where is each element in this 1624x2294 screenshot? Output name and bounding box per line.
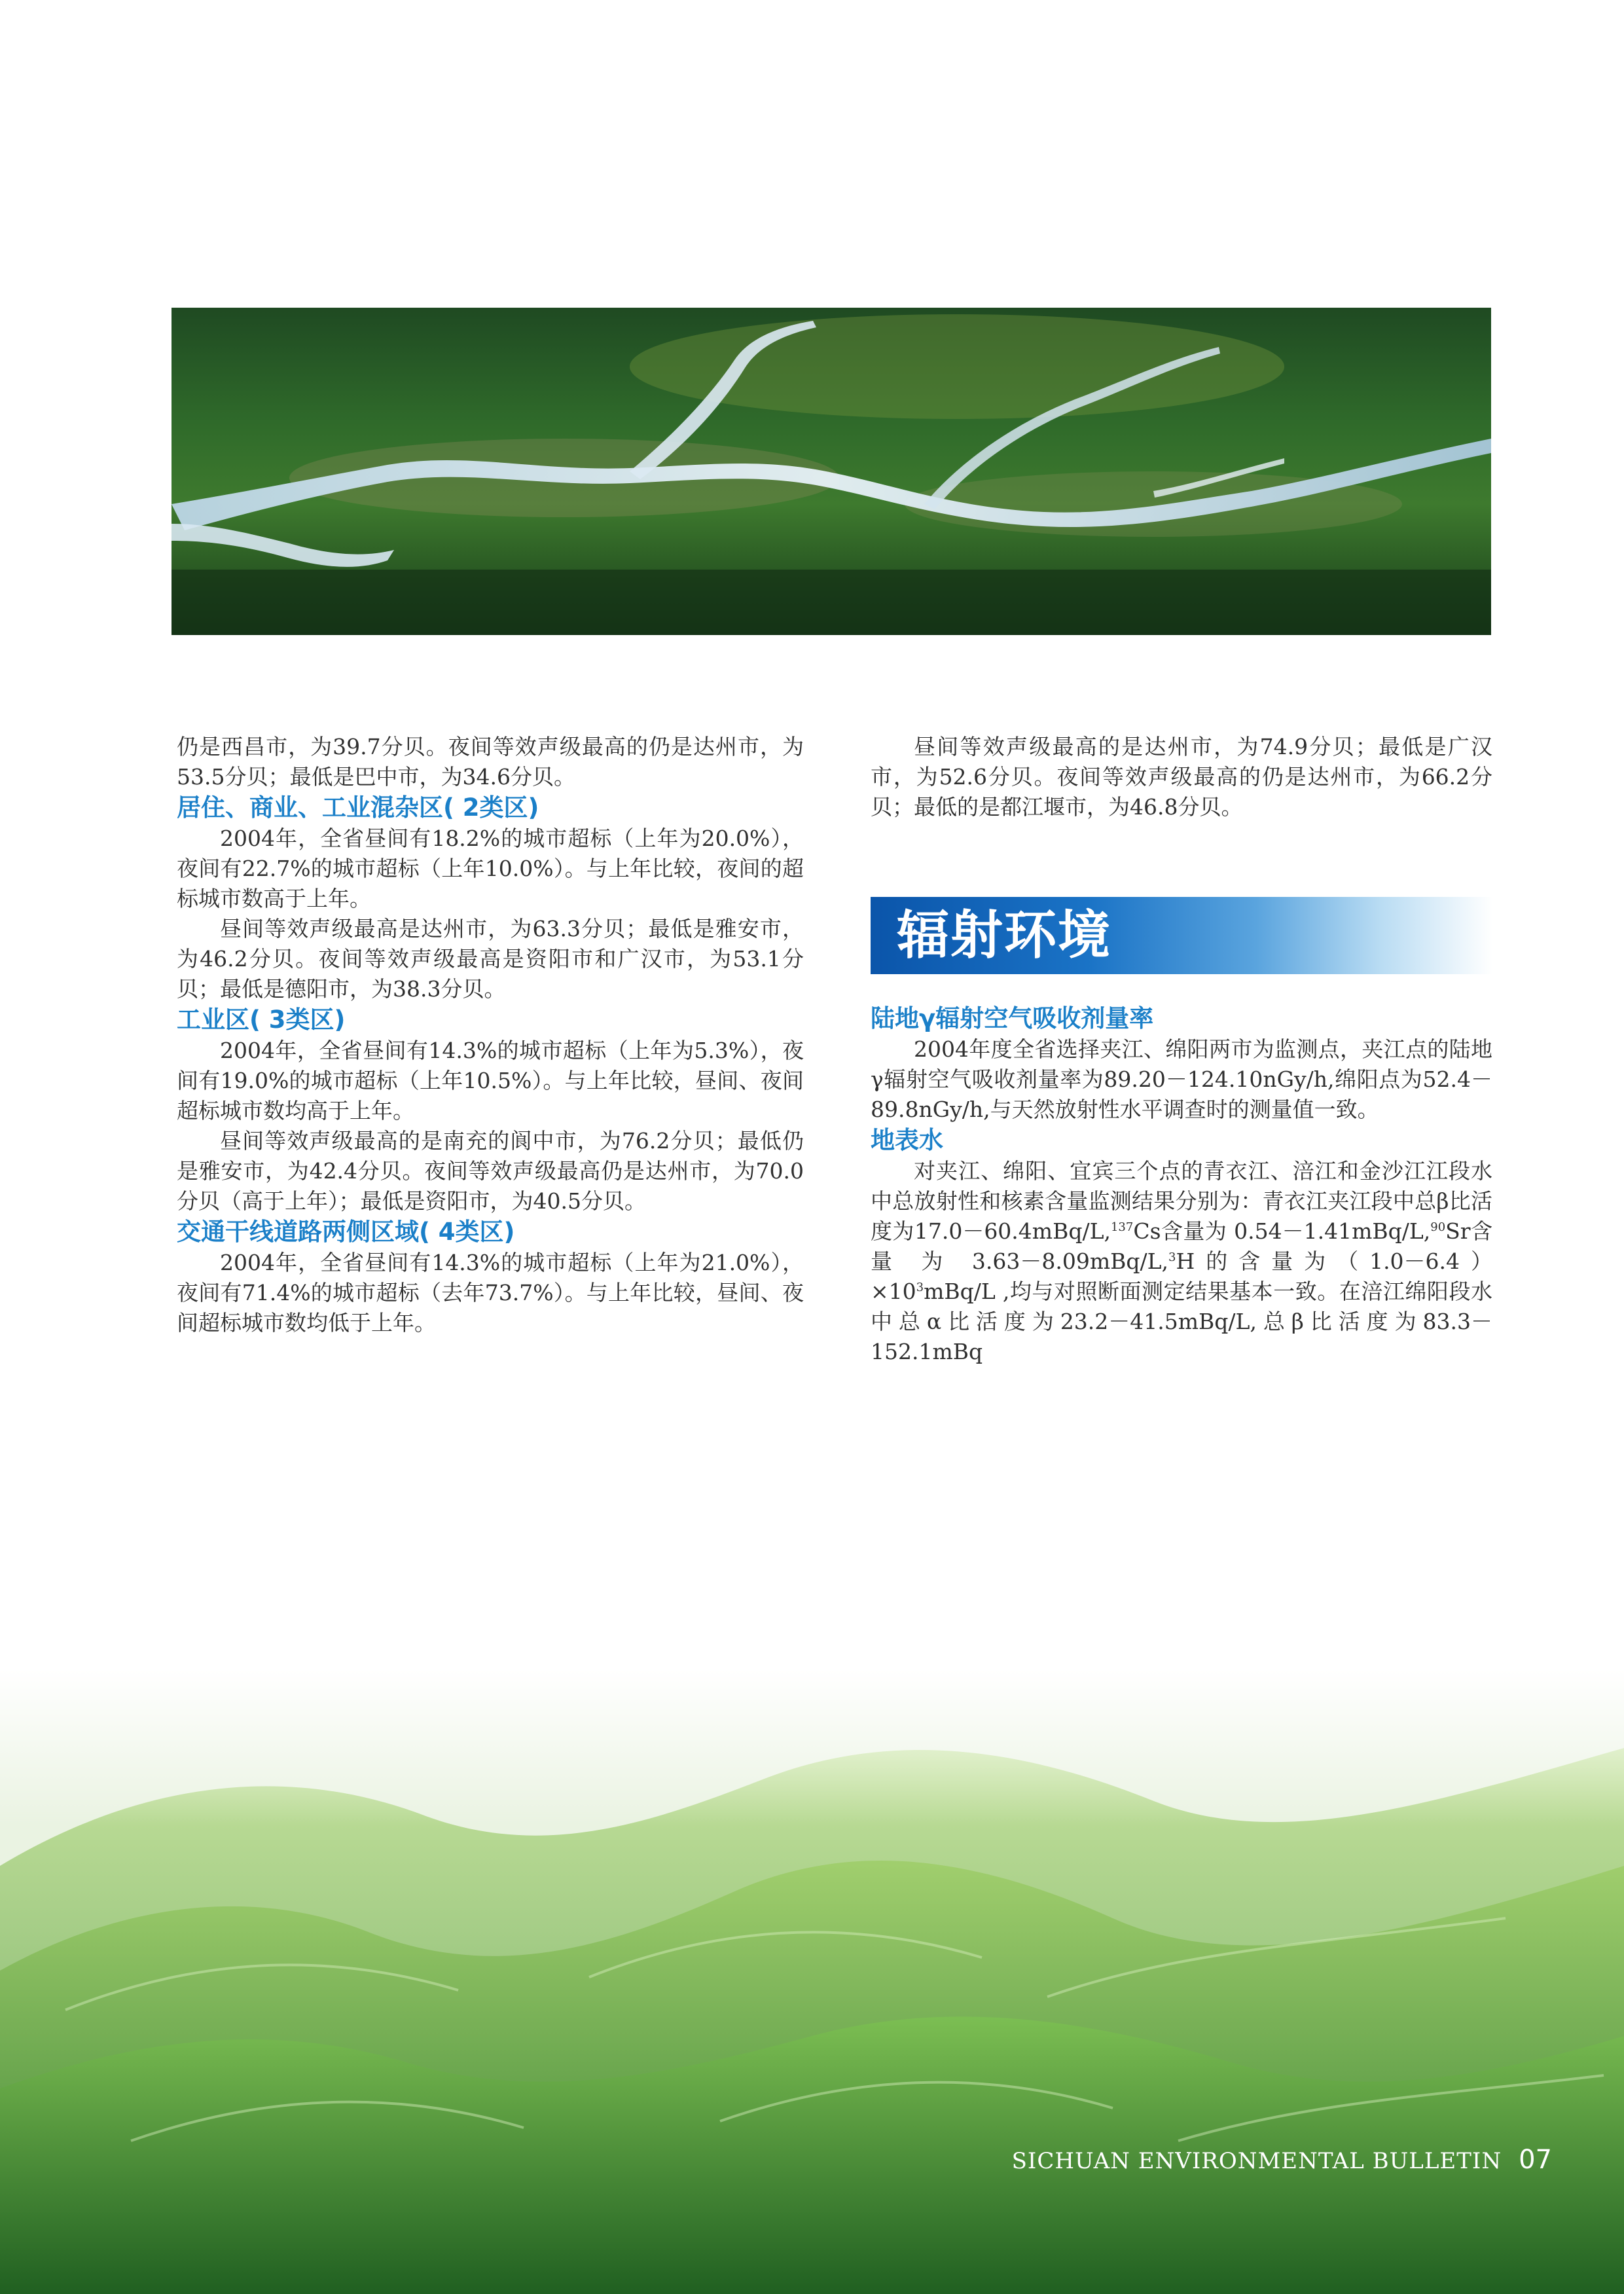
water-text-1: 对夹江、绵阳、宜宾三个点的青衣江、涪江和金沙江江段水中总放射性和核素含量监测结果分别为：青衣江夹江段中总β比活度为17.0－60.4mBq/L,	[871, 1158, 1492, 1244]
paragraph-zone2-levels: 昼间等效声级最高是达州市，为63.3分贝；最低是雅安市，为46.2分贝。夜间等效声级最高是资阳市和广汉市，为53.1分贝；最低是德阳市，为38.3分贝。	[177, 916, 804, 1002]
bottom-photo-terraced-hills	[0, 1669, 1624, 2294]
paragraph-gamma-dose-rate: 2004年度全省选择夹江、绵阳两市为监测点，夹江点的陆地γ辐射空气吸收剂量率为89.20－124.10nGy/h,绵阳点为52.4－89.8nGy/h,与天然放射性水平调查时的测量值一致。	[871, 1036, 1492, 1122]
hero-photo-river	[171, 308, 1491, 635]
water-text-2: Cs含量为 0.54－1.41mBq/L,	[1133, 1218, 1431, 1244]
heading-gamma-dose-rate: 陆地γ辐射空气吸收剂量率	[871, 1004, 1154, 1032]
water-text-4: H的含量为（1.0－6.4）×10	[871, 1248, 1493, 1304]
page-footer	[1012, 2145, 1552, 2177]
left-column	[177, 732, 804, 1338]
isotope-h-mass: 3	[1168, 1250, 1176, 1264]
exponent-3: 3	[916, 1281, 924, 1294]
heading-surface-water: 地表水	[871, 1126, 943, 1154]
water-text-5: mBq/L ,均与对照断面测定结果基本一致。在涪江绵阳段水中总α比活度为23.2－41.5mBq/L,总β比活度为83.3－152.1mBq	[871, 1279, 1492, 1364]
isotope-sr-mass: 90	[1430, 1220, 1446, 1234]
paragraph-zone2-rate: 2004年，全省昼间有18.2%的城市超标（上年为20.0%），夜间有22.7%的城市超标（上年10.0%）。与上年比较，夜间的超标城市数高于上年。	[177, 826, 804, 911]
paragraph-zone4-levels: 昼间等效声级最高的是达州市，为74.9分贝；最低是广汉市，为52.6分贝。夜间等效声级最高的仍是达州市，为66.2分贝；最低的是都江堰市，为46.8分贝。	[871, 734, 1492, 820]
heading-zone4: 交通干线道路两侧区域( 4类区)	[177, 1218, 515, 1246]
isotope-cs-mass: 137	[1110, 1220, 1134, 1234]
section-title: 辐射环境	[897, 905, 1111, 966]
paragraph-zone3-levels: 昼间等效声级最高的是南充的阆中市，为76.2分贝；最低仍是雅安市，为42.4分贝。夜间等效声级最高仍是达州市，为70.0分贝（高于上年）；最低是资阳市，为40.5分贝。	[177, 1128, 804, 1214]
section-banner-radiation	[871, 897, 1492, 974]
paragraph-surface-water	[871, 1156, 1492, 1367]
water-text-3: Sr含 量 为 3.63－8.09mBq/L,	[871, 1218, 1492, 1274]
heading-zone2: 居住、商业、工业混杂区( 2类区)	[177, 793, 539, 822]
river-illustration	[171, 308, 1491, 635]
paragraph-zone1-continued: 仍是西昌市，为39.7分贝。夜间等效声级最高的仍是达州市，为53.5分贝；最低是巴中市，为34.6分贝。	[177, 734, 804, 790]
page-number: 07	[1519, 2145, 1552, 2175]
paragraph-zone3-rate: 2004年，全省昼间有14.3%的城市超标（上年为5.3%），夜间有19.0%的城市超标（上年10.5%）。与上年比较，昼间、夜间超标城市数均高于上年。	[177, 1038, 804, 1123]
heading-zone3: 工业区( 3类区)	[177, 1006, 346, 1034]
right-column	[871, 732, 1492, 1367]
paragraph-zone4-rate: 2004年，全省昼间有14.3%的城市超标（上年为21.0%），夜间有71.4%的城市超标（去年73.7%）。与上年比较，昼间、夜间超标城市数均低于上年。	[177, 1250, 804, 1336]
publication-title: SICHUAN ENVIRONMENTAL BULLETIN	[1011, 2148, 1502, 2174]
hills-illustration	[0, 1669, 1624, 2294]
